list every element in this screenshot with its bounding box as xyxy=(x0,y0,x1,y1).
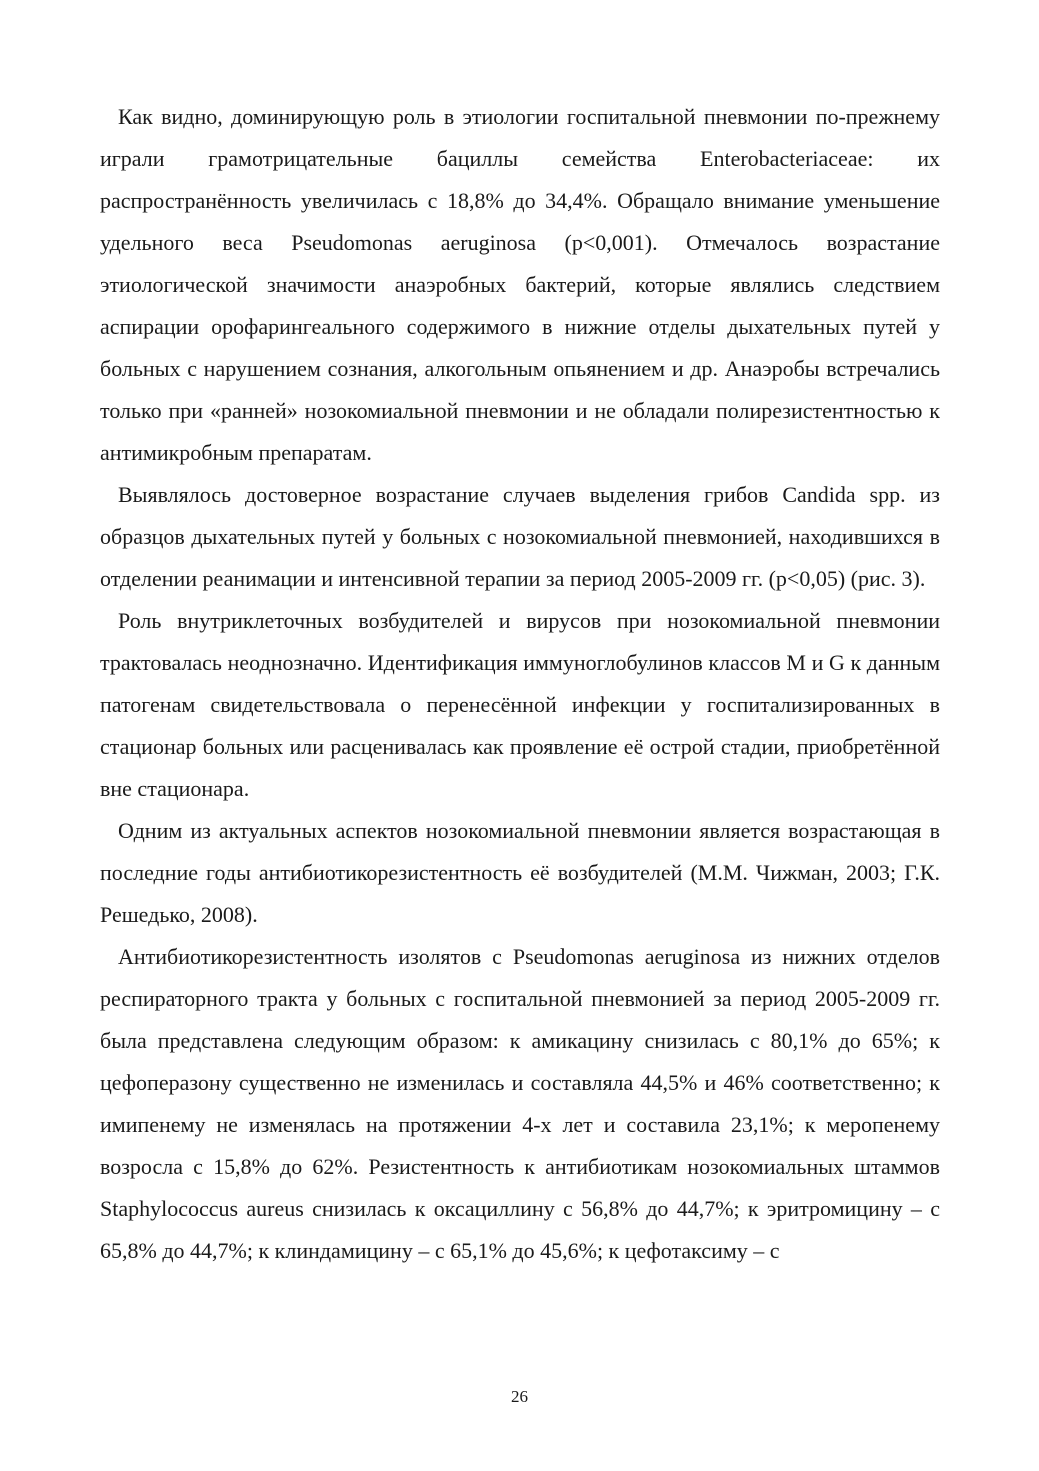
paragraph-antibiotic-resistance-intro: Одним из актуальных аспектов нозокомиальной пневмонии является возрастающая в последние годы антибиотикорезистентность её возбудителей (М.М. Чижман, 2003; Г.К. Решедько, 2008). xyxy=(100,818,940,927)
page-number: 26 xyxy=(511,1387,528,1406)
paragraph-intracellular-pathogens: Роль внутриклеточных возбудителей и вирусов при нозокомиальной пневмонии трактовалась неоднозначно. Идентификация иммуноглобулинов классов M и G к данным патогенам свидетельствовала о перенесённой инфекции у госпитализированных в стационар больных или расценивалась как проявление её острой стадии, приобретённой вне стационара. xyxy=(100,608,940,801)
paragraph-etiology: Как видно, доминирующую роль в этиологии госпитальной пневмонии по-прежнему играли грамотрицательные бациллы семейства Enterobacteriaceae: их распространённость увеличилась с 18,8% до 34,4%. Обращало внимание уменьшение удельного веса Pseudomonas aeruginosa (p<0,001). Отмечалось возрастание этиологической значимости анаэробных бактерий, которые являлись следствием аспирации орофарингеального содержимого в нижние отделы дыхательных путей у больных с нарушением сознания, алкогольным опьянением и др. Анаэробы встречались только при «ранней» нозокомиальной пневмонии и не обладали полирезистентностью к антимикробным препаратам. xyxy=(100,104,940,465)
paragraph-candida: Выявлялось достоверное возрастание случаев выделения грибов Candida spp. из образцов дыхательных путей у больных с нозокомиальной пневмонией, находившихся в отделении реанимации и интенсивной терапии за период 2005-2009 гг. (p<0,05) (рис. 3). xyxy=(100,482,940,591)
document-body xyxy=(100,96,940,1272)
paragraph-resistance-details: Антибиотикорезистентность изолятов с Pseudomonas aeruginosa из нижних отделов респираторного тракта у больных с госпитальной пневмонией за период 2005-2009 гг. была представлена следующим образом: к амикацину снизилась с 80,1% до 65%; к цефоперазону существенно не изменилась и составляла 44,5% и 46% соответственно; к имипенему не изменялась на протяжении 4-х лет и составила 23,1%; к меропенему возросла с 15,8% до 62%. Резистентность к антибиотикам нозокомиальных штаммов Staphylococcus aureus снизилась к оксациллину с 56,8% до 44,7%; к эритромицину – с 65,8% до 44,7%; к клиндамицину – с 65,1% до 45,6%; к цефотаксиму – с xyxy=(100,944,940,1263)
